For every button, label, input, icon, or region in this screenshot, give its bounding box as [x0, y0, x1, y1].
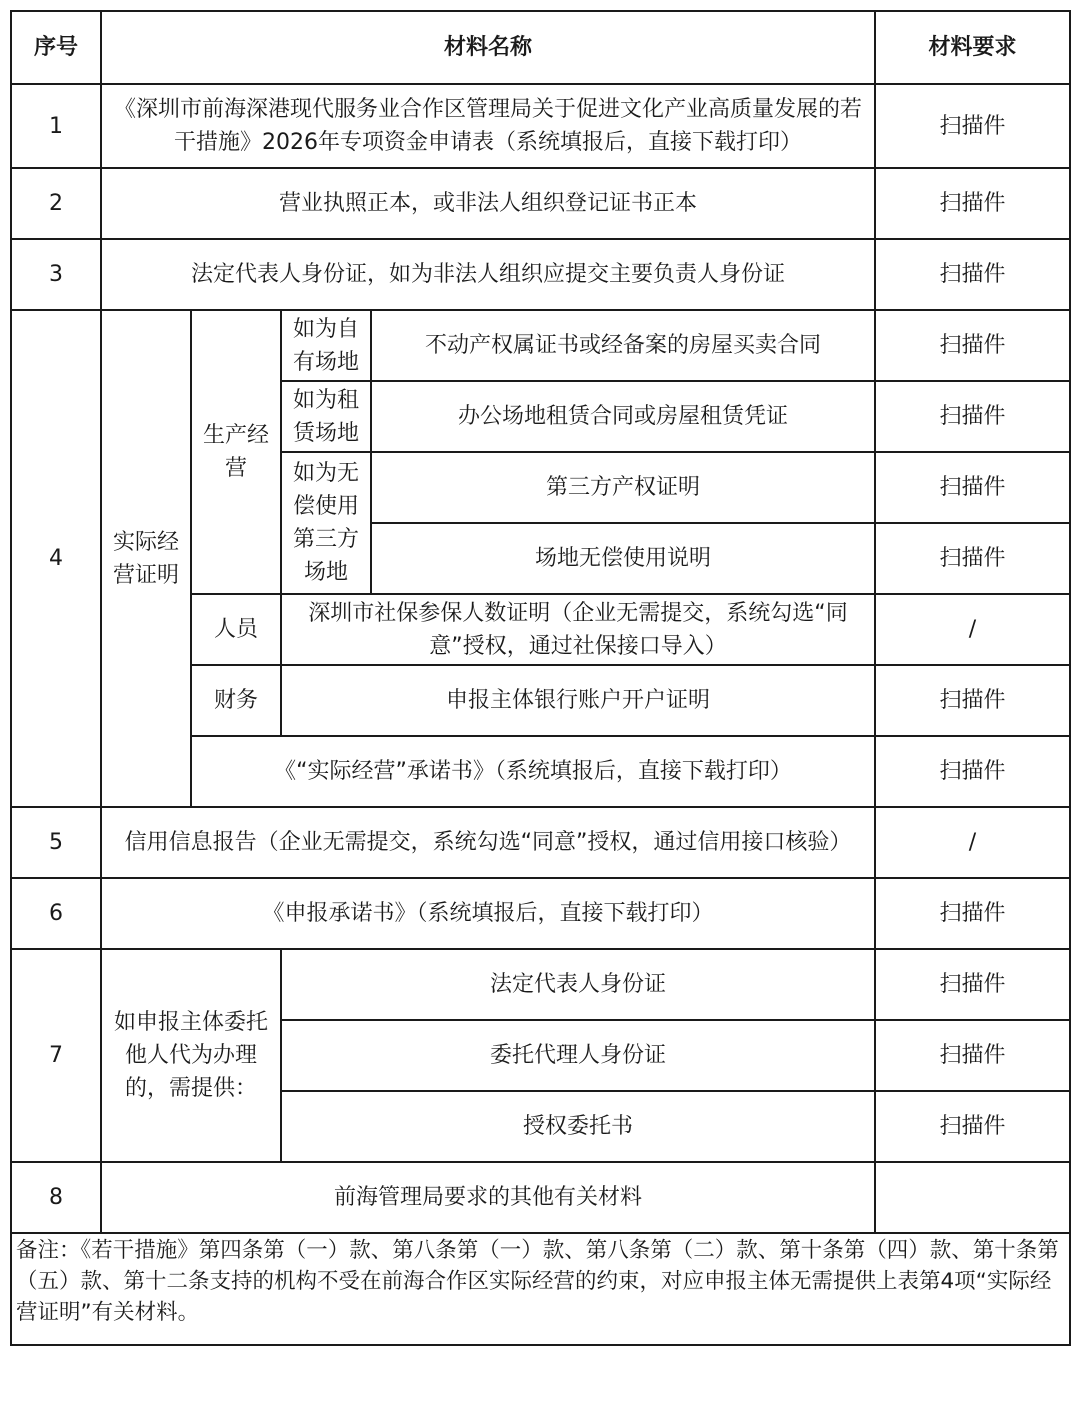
table-row	[11, 807, 1070, 878]
row-seq: 4	[11, 310, 101, 807]
subgroup-label-production: 生产经营	[191, 310, 281, 594]
row-material-name: 前海管理局要求的其他有关材料	[101, 1162, 875, 1233]
row-material-name: 第三方产权证明	[371, 452, 875, 523]
row-requirement	[875, 1162, 1070, 1233]
row-requirement: 扫描件	[875, 949, 1070, 1020]
row-material-name: 委托代理人身份证	[281, 1020, 875, 1091]
row-material-name: 营业执照正本，或非法人组织登记证书正本	[101, 168, 875, 239]
row-requirement: 扫描件	[875, 239, 1070, 310]
table-row	[11, 949, 1070, 1020]
condition-own-site: 如为自有场地	[281, 310, 371, 381]
row-material-name: 办公场地租赁合同或房屋租赁凭证	[371, 381, 875, 452]
row-requirement: 扫描件	[875, 736, 1070, 807]
table-row	[11, 310, 1070, 381]
row-seq: 6	[11, 878, 101, 949]
row-seq: 2	[11, 168, 101, 239]
row-material-name: 信用信息报告（企业无需提交，系统勾选“同意”授权，通过信用接口核验）	[101, 807, 875, 878]
row-requirement: 扫描件	[875, 381, 1070, 452]
row-material-name: 授权委托书	[281, 1091, 875, 1162]
header-req: 材料要求	[875, 11, 1070, 84]
condition-leased-site: 如为租赁场地	[281, 381, 371, 452]
table-row	[11, 84, 1070, 168]
note-row	[11, 1233, 1070, 1345]
row-material-name: 不动产权属证书或经备案的房屋买卖合同	[371, 310, 875, 381]
row-requirement: 扫描件	[875, 168, 1070, 239]
row-material-name: 《申报承诺书》（系统填报后，直接下载打印）	[101, 878, 875, 949]
subgroup-label-staff: 人员	[191, 594, 281, 665]
row-material-name: 《深圳市前海深港现代服务业合作区管理局关于促进文化产业高质量发展的若干措施》2026年专项资金申请表（系统填报后，直接下载打印）	[101, 84, 875, 168]
row-requirement: 扫描件	[875, 84, 1070, 168]
row-seq: 8	[11, 1162, 101, 1233]
group-label-actual-operation: 实际经营证明	[101, 310, 191, 807]
row-requirement: 扫描件	[875, 665, 1070, 736]
table-row	[11, 239, 1070, 310]
row-requirement: 扫描件	[875, 878, 1070, 949]
row-material-name: 申报主体银行账户开户证明	[281, 665, 875, 736]
row-material-name: 深圳市社保参保人数证明（企业无需提交，系统勾选“同意”授权，通过社保接口导入）	[281, 594, 875, 665]
row-seq: 1	[11, 84, 101, 168]
row-requirement: 扫描件	[875, 1020, 1070, 1091]
header-seq: 序号	[11, 11, 101, 84]
row-requirement: 扫描件	[875, 452, 1070, 523]
header-name: 材料名称	[101, 11, 875, 84]
row-seq: 7	[11, 949, 101, 1162]
row-material-name: 场地无偿使用说明	[371, 523, 875, 594]
row-requirement: 扫描件	[875, 310, 1070, 381]
row-requirement: /	[875, 594, 1070, 665]
row-requirement: 扫描件	[875, 523, 1070, 594]
row-seq: 5	[11, 807, 101, 878]
row-requirement: /	[875, 807, 1070, 878]
group-label-delegation: 如申报主体委托他人代为办理的，需提供：	[101, 949, 281, 1162]
subgroup-label-finance: 财务	[191, 665, 281, 736]
row-material-name: 法定代表人身份证	[281, 949, 875, 1020]
materials-table	[10, 10, 1071, 1346]
table-header-row	[11, 11, 1070, 84]
row-material-name: 法定代表人身份证，如为非法人组织应提交主要负责人身份证	[101, 239, 875, 310]
table-row	[11, 1162, 1070, 1233]
row-material-name: 《“实际经营”承诺书》（系统填报后，直接下载打印）	[191, 736, 875, 807]
table-row	[11, 878, 1070, 949]
footnote: 备注：《若干措施》第四条第（一）款、第八条第（一）款、第八条第（二）款、第十条第（四）款、第十条第（五）款、第十二条支持的机构不受在前海合作区实际经营的约束，对应申报主体无需提供上表第4项“实际经营证明”有关材料。	[11, 1233, 1070, 1345]
row-seq: 3	[11, 239, 101, 310]
row-requirement: 扫描件	[875, 1091, 1070, 1162]
table-row	[11, 168, 1070, 239]
condition-free-use-site: 如为无偿使用第三方场地	[281, 452, 371, 594]
